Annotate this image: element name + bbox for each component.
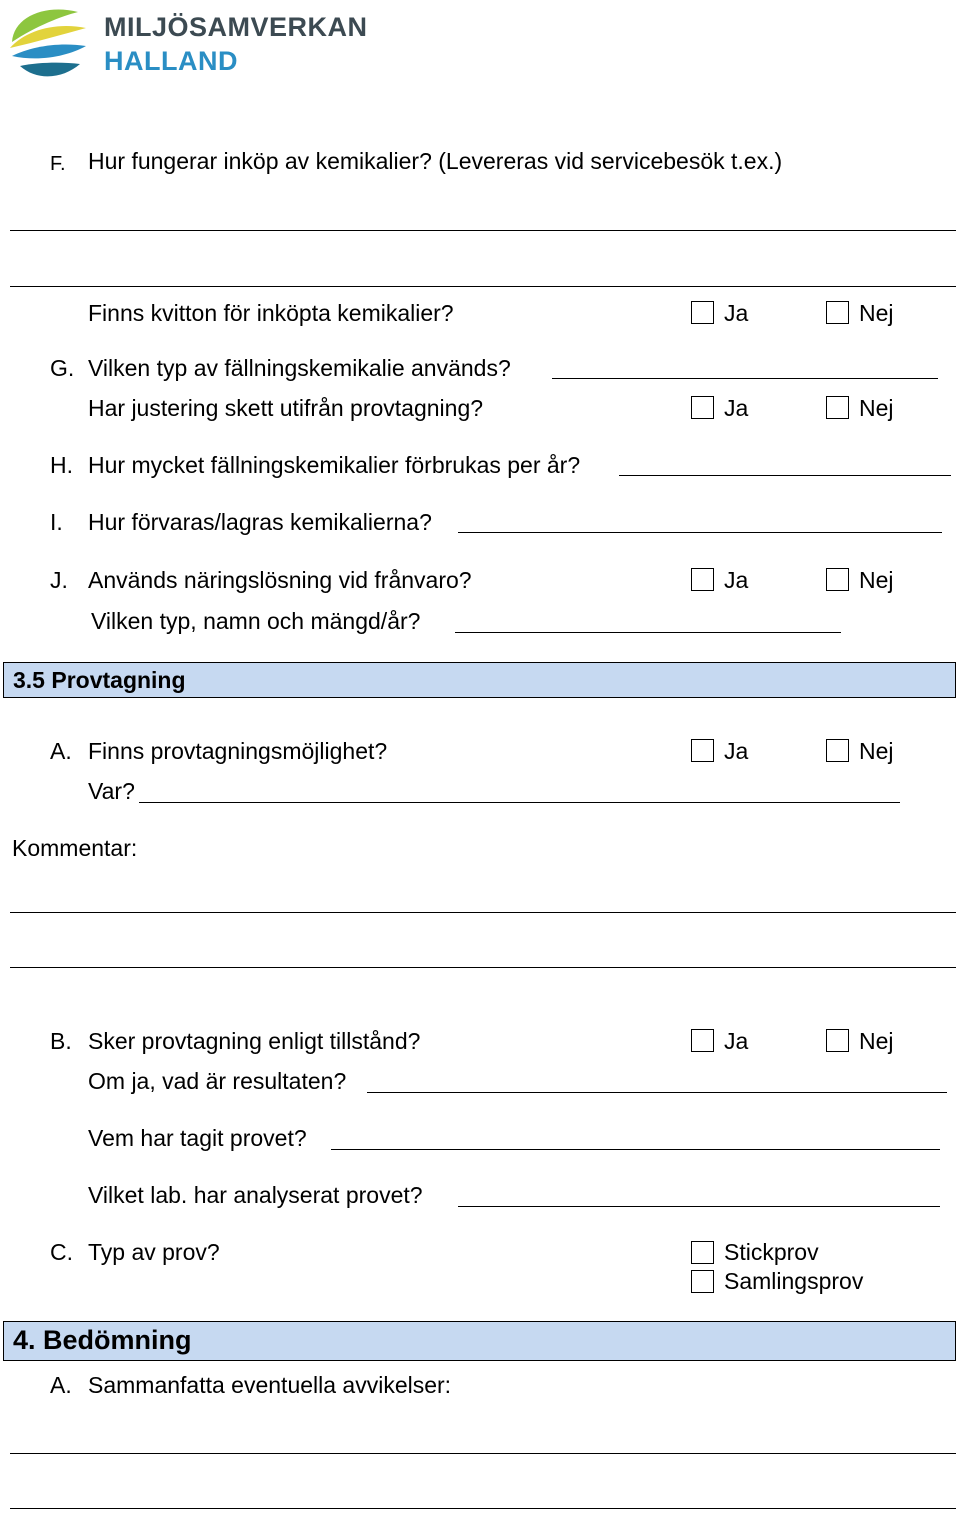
checkbox-no[interactable]: [826, 301, 849, 324]
section-title: 3.5 Provtagning: [13, 667, 186, 693]
checkbox-yes[interactable]: [691, 1029, 714, 1052]
answer-line[interactable]: [331, 1149, 940, 1150]
question-letter-g: G.: [50, 355, 75, 381]
question-i: Hur förvaras/lagras kemikalierna?: [88, 509, 432, 535]
answer-line[interactable]: [458, 1206, 940, 1207]
checkbox-no-label: Nej: [859, 1028, 894, 1054]
checkbox-yes[interactable]: [691, 568, 714, 591]
answer-line[interactable]: [139, 802, 900, 803]
checkbox-yes-label: Ja: [724, 300, 749, 326]
checkbox-yes-label: Ja: [724, 1028, 749, 1054]
question-sampling-possibility: Finns provtagningsmöjlighet?: [88, 738, 388, 764]
checkbox-yes[interactable]: [691, 396, 714, 419]
answer-line[interactable]: [458, 532, 942, 533]
answer-line: [10, 286, 956, 287]
question-letter-a: A.: [50, 1372, 72, 1398]
question-j: Används näringslösning vid frånvaro?: [88, 567, 472, 593]
question-summary-deviations: Sammanfatta eventuella avvikelser:: [88, 1372, 452, 1398]
question-results: Om ja, vad är resultaten?: [88, 1068, 347, 1094]
answer-line: [10, 230, 956, 231]
checkbox-no[interactable]: [826, 739, 849, 762]
checkbox-yes-label: Ja: [724, 567, 749, 593]
question-letter-f: F.: [50, 153, 66, 175]
logo-subtitle: HALLAND: [104, 46, 238, 76]
checkbox-no-label: Nej: [859, 300, 894, 326]
checkbox-yes[interactable]: [691, 301, 714, 324]
logo: [6, 2, 368, 84]
checkbox-no[interactable]: [826, 1029, 849, 1052]
question-h: Hur mycket fällningskemikalier förbrukas per år?: [88, 452, 581, 478]
checkbox-no-label: Nej: [859, 395, 894, 421]
checkbox-no[interactable]: [826, 396, 849, 419]
logo-mark-icon: [6, 2, 90, 84]
checkbox-no-label: Nej: [859, 738, 894, 764]
checkbox-yes[interactable]: [691, 739, 714, 762]
answer-line[interactable]: [619, 475, 951, 476]
answer-line[interactable]: [455, 632, 841, 633]
question-nutrient-type: Vilken typ, namn och mängd/år?: [91, 608, 421, 634]
checkbox-spot-sample-label: Stickprov: [724, 1239, 819, 1265]
question-sample-type: Typ av prov?: [88, 1239, 220, 1265]
question-letter-c: C.: [50, 1239, 73, 1265]
question-who-sampled: Vem har tagit provet?: [88, 1125, 307, 1151]
question-receipts: Finns kvitton för inköpta kemikalier?: [88, 300, 454, 326]
logo-title: MILJÖSAMVERKAN: [104, 12, 368, 42]
section-header-4: [3, 1321, 956, 1361]
section-header-3-5: [3, 662, 956, 698]
question-where: Var?: [88, 778, 135, 804]
question-f: Hur fungerar inköp av kemikalier? (Levereras vid servicebesök t.ex.): [88, 148, 783, 174]
checkbox-composite-sample-label: Samlingsprov: [724, 1268, 864, 1294]
comment-line[interactable]: [10, 912, 956, 913]
question-letter-b: B.: [50, 1028, 72, 1054]
question-letter-i: I.: [50, 509, 63, 535]
checkbox-spot-sample[interactable]: [691, 1241, 714, 1264]
question-letter-j: J.: [50, 567, 68, 593]
checkbox-composite-sample[interactable]: [691, 1270, 714, 1293]
question-adjustment: Har justering skett utifrån provtagning?: [88, 395, 484, 421]
answer-line[interactable]: [10, 1508, 956, 1509]
question-sampling-permit: Sker provtagning enligt tillstånd?: [88, 1028, 421, 1054]
checkbox-yes-label: Ja: [724, 395, 749, 421]
question-letter-h: H.: [50, 452, 73, 478]
comment-label: Kommentar:: [12, 835, 138, 861]
question-g: Vilken typ av fällningskemikalie används?: [88, 355, 511, 381]
question-letter-a: A.: [50, 738, 72, 764]
comment-line[interactable]: [10, 967, 956, 968]
checkbox-no-label: Nej: [859, 567, 894, 593]
checkbox-yes-label: Ja: [724, 738, 749, 764]
answer-line[interactable]: [10, 1453, 956, 1454]
checkbox-no[interactable]: [826, 568, 849, 591]
question-lab: Vilket lab. har analyserat provet?: [88, 1182, 423, 1208]
answer-line[interactable]: [552, 378, 938, 379]
section-title: 4. Bedömning: [13, 1325, 192, 1355]
answer-line[interactable]: [367, 1092, 947, 1093]
